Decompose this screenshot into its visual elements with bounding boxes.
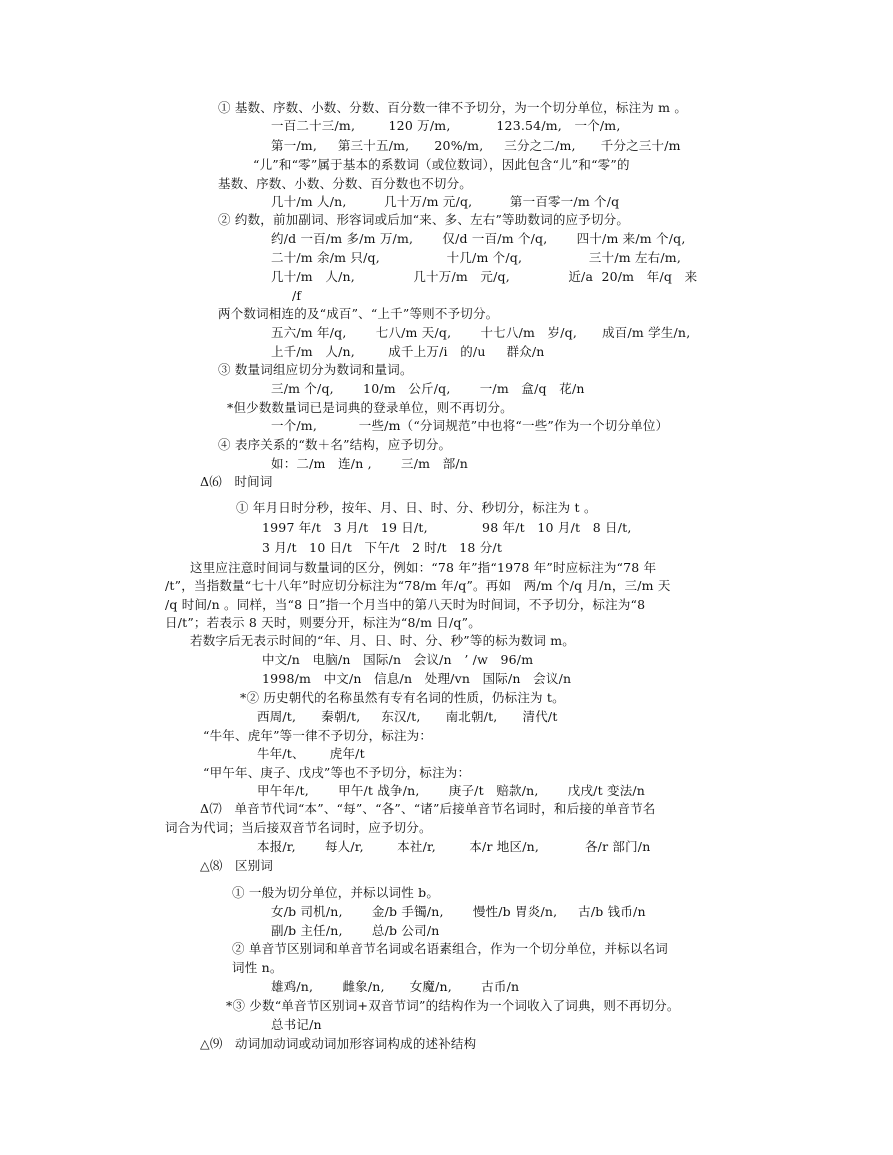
text-line: 若数字后无表示时间的“年、月、日、时、分、秒”等的标为数词 m。 xyxy=(190,633,576,648)
text-line: 基数、序数、小数、分数、百分数也不切分。 xyxy=(218,176,473,191)
text-line: 本报/r, 每人/r, 本社/r, 本/r 地区/n, 各/r 部门/n xyxy=(257,839,651,854)
text-line: 中文/n 电脑/n 国际/n 会议/n ’ /w 96/m xyxy=(262,652,534,667)
text-line: ① 年月日时分秒，按年、月、日、时、分、秒切分，标注为 t 。 xyxy=(236,500,597,515)
text-line: ④ 表序关系的“数＋名”结构，应予切分。 xyxy=(218,437,452,452)
text-line: 如：二/m 连/n , 三/m 部/n xyxy=(271,456,469,471)
text-line: 雄鸡/n, 雌象/n, 女魔/n, 古币/n xyxy=(271,979,520,994)
section-heading: △⑻ 区别词 xyxy=(200,858,274,873)
text-line: ③ 数量词组应切分为数词和量词。 xyxy=(218,362,413,377)
text-line: 西周/t, 秦朝/t, 东汉/t, 南北朝/t, 清代/t xyxy=(257,709,558,724)
section-heading: Δ⑹ 时间词 xyxy=(200,474,273,489)
text-line: 几十/m 人/n, 几十万/m 元/q, 近/a 20/m 年/q 来 xyxy=(271,269,698,284)
text-line: “甲午年、庚子、戊戌”等也不予切分，标注为： xyxy=(203,765,471,780)
text-line: 牛年/t、 虎年/t xyxy=(257,746,365,761)
text-line: 1998/m 中文/n 信息/n 处理/vn 国际/n 会议/n xyxy=(262,671,572,686)
text-line: 3 月/t 10 日/t 下午/t 2 时/t 18 分/t xyxy=(262,540,503,555)
text-line: *但少数数量词已是词典的登录单位，则不再切分。 xyxy=(227,400,513,415)
text-line: ① 一般为切分单位，并标以词性 b。 xyxy=(232,885,440,900)
text-line: *② 历史朝代的名称虽然有专有名词的性质，仍标注为 t。 xyxy=(240,690,565,705)
text-line: 上千/m 人/n, 成千上万/i 的/u 群众/n xyxy=(271,344,545,359)
text-line: /f xyxy=(292,288,302,303)
section-heading: △⑼ 动词加动词或动词加形容词构成的述补结构 xyxy=(200,1036,477,1051)
text-line: *③ 少数“单音节区别词+双音节词”的结构作为一个词收入了词典，则不再切分。 xyxy=(226,998,680,1013)
text-line: 几十/m 人/n, 几十万/m 元/q, 第一百零一/m 个/q xyxy=(271,194,620,209)
text-line: 女/b 司机/n, 金/b 手镯/n, 慢性/b 胃炎/n, 古/b 钱币/n xyxy=(271,904,646,919)
text-line: 第一/m, 第三十五/m, 20%/m, 三分之二/m, 千分之三十/m xyxy=(271,138,681,153)
text-line: 这里应注意时间词与数量词的区分，例如：“78 年”指“1978 年”时应标注为“78 年 xyxy=(190,560,657,575)
text-line: 1997 年/t 3 月/t 19 日/t, 98 年/t 10 月/t 8 日/t, xyxy=(262,520,632,535)
text-line: 一个/m, 一些/m（“分词规范”中也将“一些”作为一个切分单位） xyxy=(271,418,669,433)
text-line: 词性 n。 xyxy=(232,960,283,975)
text-line: 甲午年/t, 甲午/t 战争/n, 庚子/t 赔款/n, 戊戌/t 变法/n xyxy=(257,783,646,798)
text-line: 一百二十三/m, 120 万/m, 123.54/m, 一个/m, xyxy=(271,118,621,133)
text-line: /q 时间/n 。同样，当“8 日”指一个月当中的第八天时为时间词，不予切分，标注为“8 xyxy=(165,597,646,612)
text-line: “儿”和“零”属于基本的系数词（或位数词），因此包含“儿”和“零”的 xyxy=(253,157,630,172)
text-line: 副/b 主任/n, 总/b 公司/n xyxy=(271,923,440,938)
text-line: ② 单音节区别词和单音节名词或名语素组合，作为一个切分单位，并标以名词 xyxy=(232,941,668,956)
text-line: 五六/m 年/q, 七八/m 天/q, 十七八/m 岁/q, 成百/m 学生/n, xyxy=(271,325,691,340)
text-line: 三/m 个/q, 10/m 公斤/q, 一/m 盒/q 花/n xyxy=(271,381,585,396)
text-line: 日/t”；若表示 8 天时，则要分开，标注为“8/m 日/q”。 xyxy=(165,615,481,630)
section-heading: Δ⑺ 单音节代词“本”、“每”、“各”、“诸”后接单音节名词时，和后接的单音节名 xyxy=(200,801,656,816)
text-line: “牛年、虎年”等一律不予切分，标注为： xyxy=(203,728,433,743)
text-line: ② 约数，前加副词、形容词或后加“来、多、左右”等助数词的应予切分。 xyxy=(218,212,630,227)
text-line: 总书记/n xyxy=(271,1017,322,1032)
text-line: 词合为代词；当后接双音节名词时，应予切分。 xyxy=(165,820,432,835)
text-line: 二十/m 余/m 只/q, 十几/m 个/q, 三十/m 左右/m, xyxy=(271,250,682,265)
text-line: /t”，当指数量“七十八年”时应切分标注为“78/m 年/q”。再如 两/m 个/q 月/n，三/m 天 xyxy=(165,578,671,593)
text-line: 两个数词相连的及“成百”、“上千”等则不予切分。 xyxy=(218,306,499,321)
text-line: ① 基数、序数、小数、分数、百分数一律不予切分，为一个切分单位，标注为 m 。 xyxy=(218,100,688,115)
text-line: 约/d 一百/m 多/m 万/m, 仅/d 一百/m 个/q, 四十/m 来/m 个/q, xyxy=(271,231,686,246)
